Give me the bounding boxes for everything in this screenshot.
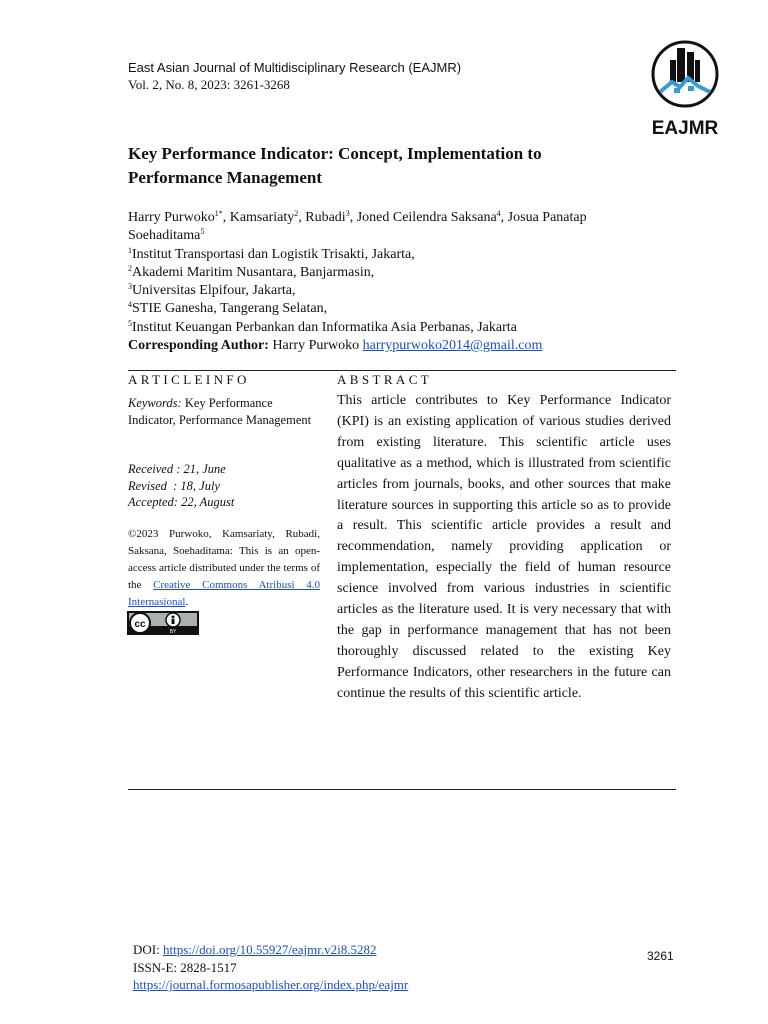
author-affiliation-marker: 1* bbox=[214, 209, 223, 218]
doi-line bbox=[133, 941, 408, 959]
author-affiliation-marker: 4 bbox=[496, 209, 501, 218]
accepted-date: Accepted: 22, August bbox=[128, 495, 235, 510]
journal-logo bbox=[646, 40, 724, 140]
logo-text: EAJMR bbox=[651, 118, 719, 139]
journal-header bbox=[128, 59, 461, 93]
top-rule bbox=[128, 370, 676, 371]
affiliation-marker: 2 bbox=[128, 263, 132, 273]
cc-by-badge[interactable] bbox=[127, 611, 199, 635]
article-title: Key Performance Indicator: Concept, Implementation to Performance Management bbox=[128, 144, 542, 187]
affiliation-list bbox=[128, 246, 648, 337]
volume-info: Vol. 2, No. 8, 2023: 3261-3268 bbox=[128, 77, 290, 92]
creative-commons-link[interactable]: Creative Commons Atribusi 4.0 bbox=[153, 579, 320, 591]
footer bbox=[133, 941, 408, 994]
author-affiliation-marker: 2 bbox=[294, 209, 299, 218]
affiliation-item bbox=[128, 319, 648, 337]
affiliation-item bbox=[128, 246, 648, 264]
author-affiliation-marker: 3 bbox=[345, 209, 350, 218]
by-text: BY bbox=[169, 629, 177, 635]
affiliation-text: Akademi Maritim Nusantara, Banjarmasin, bbox=[132, 264, 375, 280]
author-name: Josua Panatap Soehaditama bbox=[128, 210, 587, 244]
affiliation-text: Universitas Elpifour, Jakarta, bbox=[132, 283, 296, 299]
author-affiliation-marker: 5 bbox=[200, 227, 205, 237]
keywords bbox=[128, 395, 320, 428]
corresponding-email-link[interactable]: harrypurwoko2014@gmail.com bbox=[362, 338, 543, 354]
journal-name: East Asian Journal of Multidisciplinary Research (EAJMR) bbox=[128, 60, 462, 75]
doi-label: DOI: bbox=[133, 942, 160, 957]
author-name: Joned Ceilendra Saksana bbox=[356, 210, 497, 225]
affiliation-marker: 1 bbox=[128, 245, 132, 255]
page-number: 3261 bbox=[647, 949, 674, 963]
cc-by-icon bbox=[127, 611, 199, 635]
cc-text: cc bbox=[134, 619, 146, 630]
affiliation-marker: 5 bbox=[128, 318, 132, 328]
abstract-heading: ABSTRACT bbox=[337, 372, 433, 387]
keywords-text: Key Performance Indicator, Performance Management bbox=[128, 396, 312, 427]
affiliation-marker: 4 bbox=[128, 300, 132, 310]
corresponding-author bbox=[128, 337, 648, 355]
abstract-text: This article contributes to Key Performance Indicator (KPI) is an existing application of various studies derived from existing literature. This scientific article uses qualitative as a method, which is illustrated from scientific articles from journals, books, and other sources that make literature sources in supporting this article so as to provide a result. This scientific article provides a result and recommendation, namely providing application or implementation, especially the field of human resource science involved from various industries in scientific articles as the literature used. It is very necessary that with the gap in performance management that has not been thoroughly discussed related to the existing Key Performance Indicators, other researchers in the future can continue the results of this scientific article. bbox=[337, 393, 671, 701]
corresponding-label: Corresponding Author: bbox=[128, 338, 269, 354]
bottom-rule bbox=[128, 789, 676, 790]
received-date: Received : 21, June bbox=[128, 462, 226, 476]
affiliation-text: Institut Keuangan Perbankan dan Informatika Asia Perbanas, Jakarta bbox=[132, 319, 517, 335]
affiliation-marker: 3 bbox=[128, 282, 132, 292]
author-block bbox=[128, 209, 648, 355]
revised-date: Revised : 18, July bbox=[128, 478, 220, 493]
doi-link[interactable]: https://doi.org/10.55927/eajmr.v2i8.5282 bbox=[162, 942, 377, 957]
author-name: Harry Purwoko bbox=[128, 210, 215, 225]
affiliation-item bbox=[128, 282, 648, 300]
internasional-link[interactable]: Internasional bbox=[128, 596, 186, 608]
author-list: Harry Purwoko$^{1*}$, Kamsariaty$^2$, Rubadi$^3$, Joned Ceilendra Saksana$^4$, Josua Panatap Soehaditama$^5$ bbox=[128, 209, 587, 244]
affiliation-text: STIE Ganesha, Tangerang Selatan, bbox=[132, 301, 328, 317]
affiliation-text: Institut Transportasi dan Logistik Trisakti, Jakarta, bbox=[132, 246, 415, 262]
license-period: . bbox=[185, 596, 189, 608]
license-statement bbox=[128, 526, 320, 611]
corresponding-name: Harry Purwoko bbox=[272, 338, 360, 354]
article-info-heading: ARTICLEINFO bbox=[128, 372, 250, 387]
affiliation-item bbox=[128, 264, 648, 282]
affiliation-item bbox=[128, 300, 648, 318]
journal-url-link[interactable]: https://journal.formosapublisher.org/index.php/eajmr bbox=[133, 977, 409, 992]
article-dates bbox=[128, 461, 234, 511]
author-name: Rubadi bbox=[305, 210, 346, 225]
license-text: ©2023 Purwoko, Kamsariaty, Rubadi, Saksana, Soehaditama: This is an open-access article distributed under the terms of the bbox=[128, 528, 320, 591]
issn: ISSN-E: 2828-1517 bbox=[133, 959, 237, 975]
author-name: Kamsariaty bbox=[229, 210, 295, 225]
keywords-label: Keywords: bbox=[128, 396, 182, 410]
